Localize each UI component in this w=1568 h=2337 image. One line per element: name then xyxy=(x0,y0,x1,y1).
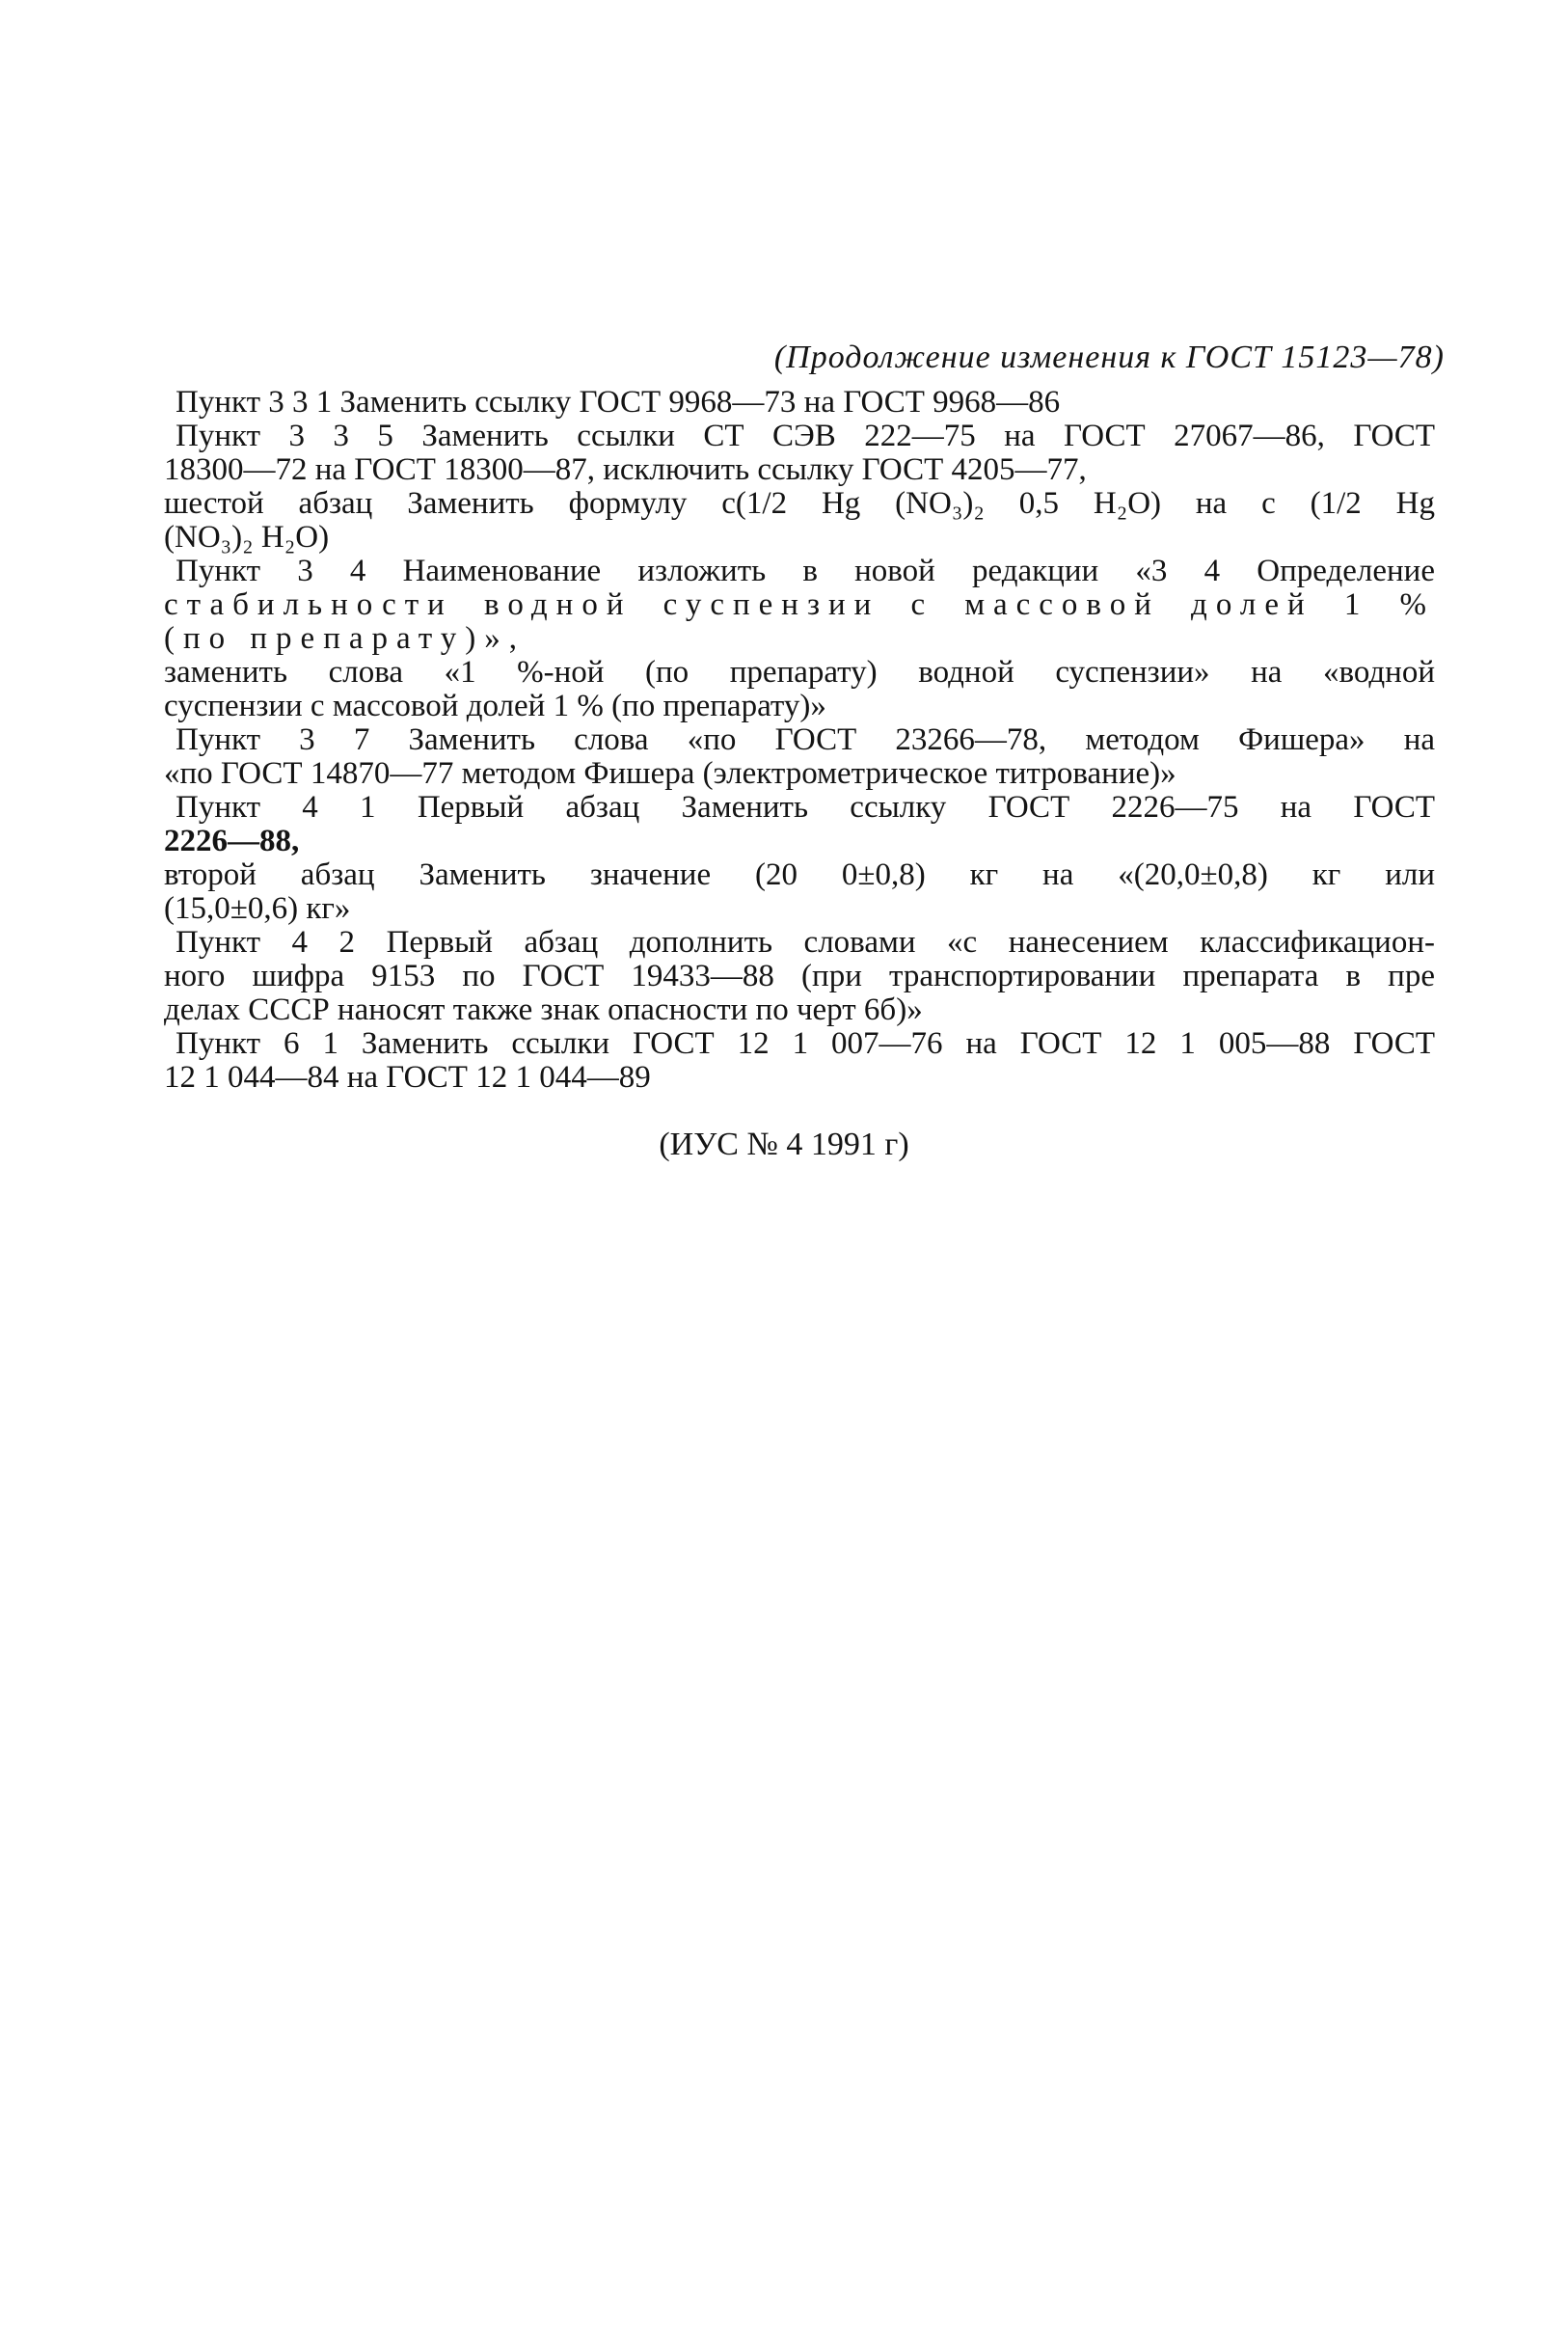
text-line-11: Пункт 3 7 Заменить слова «по ГОСТ 23266—78, методом Фишера» на xyxy=(176,723,1435,757)
text-line-12: «по ГОСТ 14870—77 методом Фишера (электрометрическое титрование)» xyxy=(164,756,1176,791)
text-line-14: 2226—88, xyxy=(164,824,300,858)
text-line-15: второй абзац Заменить значение (20 0±0,8) кг на «(20,0±0,8) кг или xyxy=(164,858,1435,892)
text-line-3: 18300—72 на ГОСТ 18300—87, исключить ссылку ГОСТ 4205—77, xyxy=(164,452,1087,487)
text-line-1: Пункт 3 3 1 Заменить ссылку ГОСТ 9968—73 на ГОСТ 9968—86 xyxy=(176,385,1061,420)
text-line-19: делах СССР наносят также знак опасности по черт 6б)» xyxy=(164,992,923,1027)
text-line-4: шестой абзац Заменить формулу c(1/2 Hg (NO₃)₂ 0,5 H₂O) на c (1/2 Hg xyxy=(164,487,1435,521)
text-line-5: (NO₃)₂ H₂O) xyxy=(164,520,330,555)
text-line-8: (по препарату)», xyxy=(164,621,527,656)
text-line-17: Пункт 4 2 Первый абзац дополнить словами «с нанесением классификацион- xyxy=(176,926,1435,960)
text-line-2: Пункт 3 3 5 Заменить ссылки СТ СЭВ 222—75 на ГОСТ 27067—86, ГОСТ xyxy=(176,420,1435,453)
text-line-9: заменить слова «1 %-ной (по препарату) водной суспензии» на «водной xyxy=(164,656,1435,690)
document-body xyxy=(164,386,1435,1095)
text-line-21: 12 1 044—84 на ГОСТ 12 1 044—89 xyxy=(164,1060,651,1095)
text-line-20: Пункт 6 1 Заменить ссылки ГОСТ 12 1 007—76 на ГОСТ 12 1 005—88 ГОСТ xyxy=(176,1027,1435,1061)
text-line-10: суспензии с массовой долей 1 % (по препарату)» xyxy=(164,689,826,723)
text-line-6: Пункт 3 4 Наименование изложить в новой редакции «3 4 Определение xyxy=(176,555,1435,588)
page-footer-reference: (ИУС № 4 1991 г) xyxy=(659,1127,909,1162)
page-header: (Продолжение изменения к ГОСТ 15123—78) xyxy=(773,340,1445,375)
text-line-13: Пункт 4 1 Первый абзац Заменить ссылку ГОСТ 2226—75 на ГОСТ xyxy=(176,791,1435,825)
text-line-16: (15,0±0,6) кг» xyxy=(164,891,351,926)
text-line-7: стабильности водной суспензии с массовой долей 1 % xyxy=(164,588,1435,622)
text-line-18: ного шифра 9153 по ГОСТ 19433—88 (при транспортировании препарата в пре xyxy=(164,960,1435,993)
